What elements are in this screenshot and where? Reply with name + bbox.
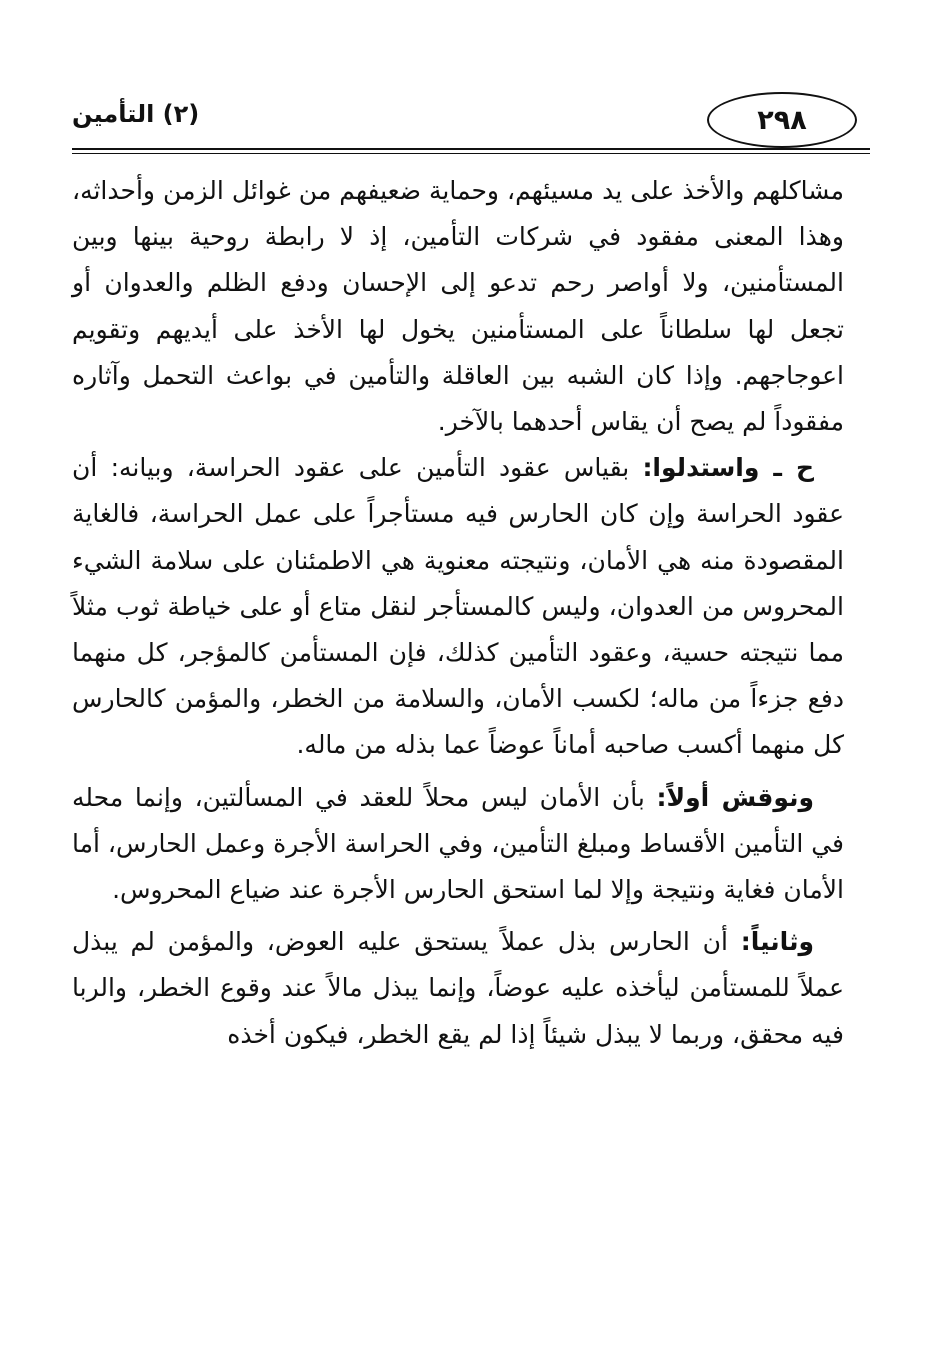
paragraph-3-lead: ونوقش أولاً: <box>656 782 814 812</box>
paragraph-1-text: مشاكلهم والأخذ على يد مسيئهم، وحماية ضعيفهم من غوائل الزمن وأحداثه، وهذا المعنى مفقود في شركات التأمين، إذ لا رابطة روحية بينها وبين المستأمنين، ولا أواصر رحم تدعو إلى الإحسان ودفع الظلم والعدوان أو تجعل لها سلطاناً على المستأمنين يخول لها الأخذ على أيديهم وتقويم اعوجاجهم. وإذا كان الشبه بين العاقلة والتأمين في بواعث التحمل وآثاره مفقوداً لم يصح أن يقاس أحدهما بالآخر. <box>72 176 844 437</box>
paragraph-4 <box>72 919 844 1058</box>
paragraph-4-text: أن الحارس بذل عملاً يستحق عليه العوض، والمؤمن لم يبذل عملاً للمستأمن ليأخذه عليه عوضاً، وإنما يبذل مالاً عند وقوع الخطر، والربا فيه محقق، وربما لا يبذل شيئاً إذا لم يقع الخطر، فيكون أخذه <box>72 927 844 1049</box>
page-header <box>72 92 870 154</box>
page-number-badge: ٢٩٨ <box>707 92 857 148</box>
paragraph-3 <box>72 775 844 914</box>
paragraph-2 <box>72 445 844 768</box>
paragraph-2-lead: ح ـ واستدلوا: <box>642 453 814 483</box>
paragraph-2-text: بقياس عقود التأمين على عقود الحراسة، وبيانه: أن عقود الحراسة وإن كان الحارس فيه مستأجراً على عمل الحراسة، فالغاية المقصودة منه هي الأمان، ونتيجته معنوية هي الاطمئنان على سلامة الشيء المحروس من العدوان، وليس كالمستأجر لنقل متاع أو على خياطة ثوب مثلاً مما نتيجته حسية، وعقود التأمين كذلك، فإن المستأمن كالمؤجر، كل منهما دفع جزءاً من ماله؛ لكسب الأمان، والسلامة من الخطر، والمؤمن كالحارس كل منهما أكسب صاحبه أماناً عوضاً عما بذله من ماله. <box>72 453 844 760</box>
body-text <box>72 168 844 1058</box>
running-title: (٢) التأمين <box>72 100 200 128</box>
paragraph-3-text: بأن الأمان ليس محلاً للعقد في المسألتين، وإنما محله في التأمين الأقساط ومبلغ التأمين، وفي الحراسة الأجرة وعمل الحارس، أما الأمان فغاية ونتيجة وإلا لما استحق الحارس الأجرة عند ضياع المحروس. <box>72 782 844 905</box>
paragraph-4-lead: وثانياً: <box>740 927 814 957</box>
paragraph-1 <box>72 168 844 445</box>
header-rule <box>72 148 870 154</box>
